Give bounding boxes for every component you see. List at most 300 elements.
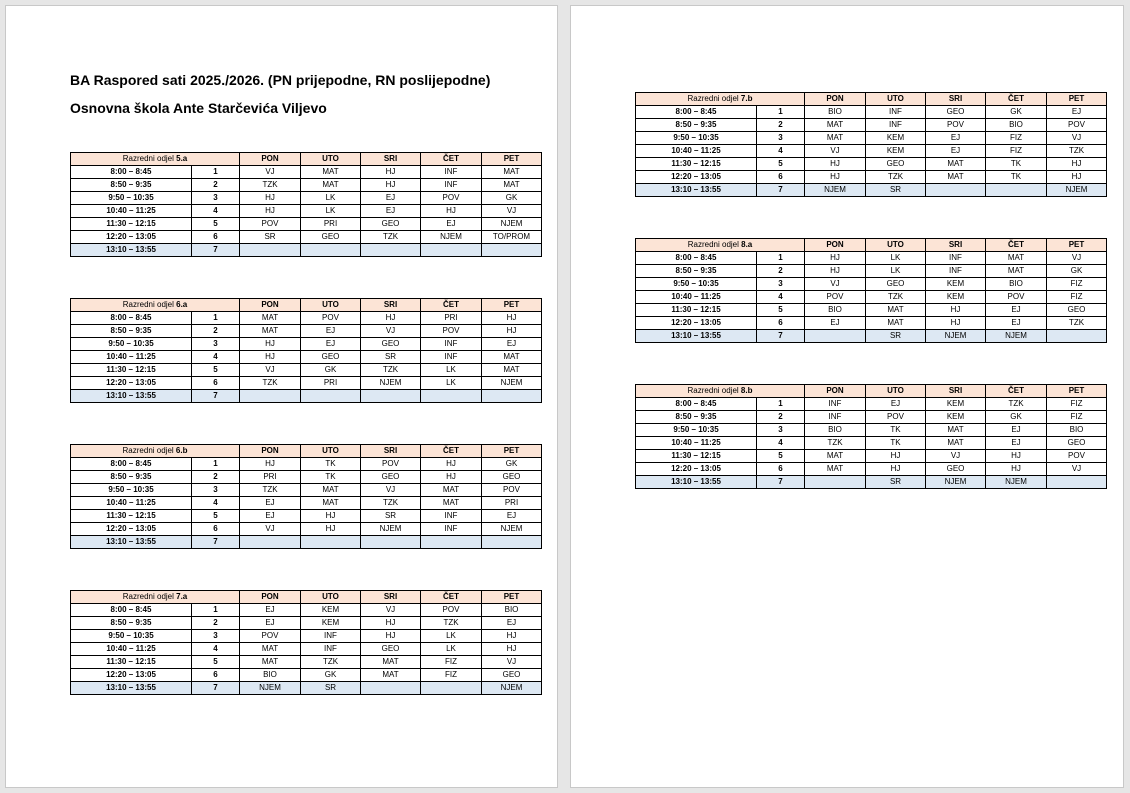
day-header: PET bbox=[482, 445, 542, 458]
table-row bbox=[636, 252, 1107, 265]
period-time: 8:50 – 9:35 bbox=[636, 411, 757, 424]
subject-cell: EJ bbox=[986, 424, 1047, 437]
period-number: 4 bbox=[192, 205, 240, 218]
subject-cell: POV bbox=[926, 119, 986, 132]
period-time: 9:50 – 10:35 bbox=[71, 630, 192, 643]
subject-cell: MAT bbox=[805, 119, 866, 132]
subject-cell: POV bbox=[240, 630, 301, 643]
subject-cell bbox=[240, 536, 301, 549]
period-time: 11:30 – 12:15 bbox=[71, 218, 192, 231]
subject-cell: TZK bbox=[421, 617, 482, 630]
table-row bbox=[71, 325, 542, 338]
subject-cell: GEO bbox=[926, 463, 986, 476]
period-time: 8:50 – 9:35 bbox=[636, 119, 757, 132]
table-row bbox=[71, 338, 542, 351]
class-label: Razredni odjel bbox=[122, 300, 174, 309]
period-number: 7 bbox=[192, 244, 240, 257]
subject-cell: LK bbox=[866, 252, 926, 265]
period-time: 11:30 – 12:15 bbox=[636, 158, 757, 171]
table-row bbox=[71, 166, 542, 179]
subject-cell: GEO bbox=[361, 218, 421, 231]
subject-cell: SR bbox=[240, 231, 301, 244]
day-header: PET bbox=[482, 153, 542, 166]
subject-cell: POV bbox=[421, 325, 482, 338]
subject-cell: GEO bbox=[361, 643, 421, 656]
table-row bbox=[71, 484, 542, 497]
period-number: 1 bbox=[757, 252, 805, 265]
subject-cell: HJ bbox=[361, 312, 421, 325]
period-number: 6 bbox=[757, 317, 805, 330]
timetable-header-row bbox=[636, 93, 1107, 106]
subject-cell: HJ bbox=[1047, 158, 1107, 171]
subject-cell: TO/PROM bbox=[482, 231, 542, 244]
subject-cell bbox=[361, 682, 421, 695]
period-time: 9:50 – 10:35 bbox=[71, 338, 192, 351]
subject-cell: GK bbox=[482, 192, 542, 205]
day-header: SRI bbox=[361, 299, 421, 312]
document-page-1 bbox=[6, 6, 557, 787]
table-row bbox=[71, 617, 542, 630]
subject-cell: INF bbox=[421, 510, 482, 523]
timetable-8a bbox=[635, 238, 1107, 343]
subject-cell: FIZ bbox=[1047, 411, 1107, 424]
subject-cell: MAT bbox=[926, 158, 986, 171]
subject-cell: EJ bbox=[361, 205, 421, 218]
subject-cell: BIO bbox=[240, 669, 301, 682]
class-label: Razredni odjel bbox=[122, 592, 174, 601]
day-header: ČET bbox=[421, 153, 482, 166]
subject-cell: MAT bbox=[926, 437, 986, 450]
day-header: PON bbox=[240, 153, 301, 166]
table-row bbox=[71, 244, 542, 257]
day-header: UTO bbox=[301, 153, 361, 166]
subject-cell: HJ bbox=[421, 205, 482, 218]
period-time: 12:20 – 13:05 bbox=[71, 231, 192, 244]
subject-cell: TZK bbox=[361, 364, 421, 377]
subject-cell: INF bbox=[805, 398, 866, 411]
day-header: PET bbox=[1047, 93, 1107, 106]
subject-cell bbox=[421, 390, 482, 403]
table-row bbox=[636, 132, 1107, 145]
period-number: 5 bbox=[192, 510, 240, 523]
period-time: 9:50 – 10:35 bbox=[636, 132, 757, 145]
period-number: 6 bbox=[192, 669, 240, 682]
subject-cell: MAT bbox=[240, 656, 301, 669]
period-number: 5 bbox=[757, 304, 805, 317]
table-row bbox=[71, 536, 542, 549]
day-header: UTO bbox=[866, 239, 926, 252]
table-row bbox=[636, 119, 1107, 132]
subject-cell: KEM bbox=[301, 604, 361, 617]
subject-cell: MAT bbox=[926, 424, 986, 437]
subject-cell: GEO bbox=[301, 351, 361, 364]
table-row bbox=[636, 450, 1107, 463]
table-row bbox=[71, 205, 542, 218]
subject-cell: HJ bbox=[986, 463, 1047, 476]
day-header: ČET bbox=[986, 385, 1047, 398]
day-header: UTO bbox=[866, 385, 926, 398]
period-number: 4 bbox=[192, 497, 240, 510]
period-time: 12:20 – 13:05 bbox=[71, 669, 192, 682]
period-number: 5 bbox=[192, 218, 240, 231]
subject-cell: GEO bbox=[482, 669, 542, 682]
period-number: 6 bbox=[192, 523, 240, 536]
subject-cell: POV bbox=[240, 218, 301, 231]
timetable-8b bbox=[635, 384, 1107, 489]
period-time: 10:40 – 11:25 bbox=[636, 291, 757, 304]
period-number: 1 bbox=[192, 312, 240, 325]
subject-cell: HJ bbox=[240, 351, 301, 364]
subject-cell: HJ bbox=[361, 617, 421, 630]
subject-cell: EJ bbox=[482, 510, 542, 523]
subject-cell: BIO bbox=[805, 424, 866, 437]
period-number: 1 bbox=[192, 458, 240, 471]
class-label: Razredni odjel bbox=[687, 94, 739, 103]
subject-cell: INF bbox=[421, 179, 482, 192]
table-row bbox=[71, 312, 542, 325]
subject-cell: HJ bbox=[482, 325, 542, 338]
period-time: 8:00 – 8:45 bbox=[71, 604, 192, 617]
period-number: 2 bbox=[192, 179, 240, 192]
subject-cell: NJEM bbox=[240, 682, 301, 695]
subject-cell bbox=[240, 390, 301, 403]
subject-cell: PRI bbox=[421, 312, 482, 325]
subject-cell: MAT bbox=[301, 484, 361, 497]
period-number: 2 bbox=[757, 119, 805, 132]
subject-cell: FIZ bbox=[1047, 278, 1107, 291]
day-header: PET bbox=[482, 591, 542, 604]
subject-cell bbox=[361, 536, 421, 549]
day-header: UTO bbox=[301, 299, 361, 312]
day-header: ČET bbox=[986, 239, 1047, 252]
subject-cell: BIO bbox=[986, 119, 1047, 132]
subject-cell: TK bbox=[986, 158, 1047, 171]
table-row bbox=[636, 106, 1107, 119]
class-label-cell bbox=[71, 299, 240, 312]
class-label-cell bbox=[71, 445, 240, 458]
subject-cell: VJ bbox=[482, 656, 542, 669]
period-time: 11:30 – 12:15 bbox=[636, 304, 757, 317]
subject-cell: GEO bbox=[1047, 304, 1107, 317]
subject-cell: LK bbox=[301, 205, 361, 218]
subject-cell: GEO bbox=[1047, 437, 1107, 450]
day-header: ČET bbox=[986, 93, 1047, 106]
subject-cell: EJ bbox=[421, 218, 482, 231]
subject-cell: GK bbox=[301, 669, 361, 682]
subject-cell: FIZ bbox=[421, 656, 482, 669]
subject-cell: INF bbox=[421, 338, 482, 351]
period-time: 11:30 – 12:15 bbox=[71, 510, 192, 523]
subject-cell: EJ bbox=[361, 192, 421, 205]
period-number: 4 bbox=[757, 437, 805, 450]
subject-cell: TK bbox=[866, 424, 926, 437]
period-number: 3 bbox=[757, 278, 805, 291]
subject-cell: POV bbox=[1047, 119, 1107, 132]
period-time: 11:30 – 12:15 bbox=[636, 450, 757, 463]
subject-cell: EJ bbox=[926, 145, 986, 158]
table-row bbox=[636, 463, 1107, 476]
subject-cell: NJEM bbox=[482, 218, 542, 231]
period-number: 5 bbox=[757, 450, 805, 463]
period-number: 1 bbox=[757, 398, 805, 411]
subject-cell: TK bbox=[986, 171, 1047, 184]
subject-cell: HJ bbox=[361, 179, 421, 192]
period-number: 4 bbox=[757, 291, 805, 304]
subject-cell: VJ bbox=[926, 450, 986, 463]
period-time: 10:40 – 11:25 bbox=[71, 643, 192, 656]
period-number: 6 bbox=[192, 231, 240, 244]
subject-cell: PRI bbox=[301, 218, 361, 231]
period-number: 4 bbox=[192, 643, 240, 656]
subject-cell: MAT bbox=[301, 179, 361, 192]
subject-cell: EJ bbox=[1047, 106, 1107, 119]
timetable-header-row bbox=[636, 385, 1107, 398]
period-time: 8:00 – 8:45 bbox=[636, 398, 757, 411]
period-number: 3 bbox=[757, 132, 805, 145]
subject-cell: PRI bbox=[301, 377, 361, 390]
table-row bbox=[636, 437, 1107, 450]
subject-cell: GEO bbox=[301, 231, 361, 244]
subject-cell: MAT bbox=[361, 656, 421, 669]
period-number: 3 bbox=[192, 338, 240, 351]
subject-cell: GK bbox=[986, 106, 1047, 119]
table-row bbox=[636, 317, 1107, 330]
timetable-header-row bbox=[71, 591, 542, 604]
subject-cell: EJ bbox=[986, 437, 1047, 450]
day-header: PET bbox=[1047, 385, 1107, 398]
subject-cell: HJ bbox=[805, 252, 866, 265]
timetable-6b bbox=[70, 444, 542, 549]
day-header: SRI bbox=[926, 385, 986, 398]
table-row bbox=[71, 630, 542, 643]
period-number: 3 bbox=[192, 630, 240, 643]
period-number: 3 bbox=[757, 424, 805, 437]
timetable-7a bbox=[70, 590, 542, 695]
subject-cell: INF bbox=[866, 106, 926, 119]
table-row bbox=[636, 398, 1107, 411]
subject-cell: NJEM bbox=[805, 184, 866, 197]
subject-cell: HJ bbox=[986, 450, 1047, 463]
subject-cell: KEM bbox=[926, 411, 986, 424]
subject-cell: SR bbox=[301, 682, 361, 695]
subject-cell bbox=[986, 184, 1047, 197]
subject-cell: FIZ bbox=[421, 669, 482, 682]
timetable-header-row bbox=[71, 299, 542, 312]
subject-cell: VJ bbox=[240, 166, 301, 179]
subject-cell bbox=[421, 682, 482, 695]
subject-cell: MAT bbox=[805, 450, 866, 463]
timetable-5a bbox=[70, 152, 542, 257]
subject-cell bbox=[301, 536, 361, 549]
subject-cell: MAT bbox=[986, 252, 1047, 265]
subject-cell: BIO bbox=[1047, 424, 1107, 437]
period-number: 7 bbox=[757, 476, 805, 489]
subject-cell: MAT bbox=[240, 325, 301, 338]
subject-cell: VJ bbox=[240, 364, 301, 377]
subject-cell: GK bbox=[986, 411, 1047, 424]
day-header: UTO bbox=[301, 445, 361, 458]
subject-cell: POV bbox=[482, 484, 542, 497]
subject-cell: INF bbox=[866, 119, 926, 132]
table-row bbox=[71, 458, 542, 471]
subject-cell: NJEM bbox=[361, 523, 421, 536]
period-number: 3 bbox=[192, 192, 240, 205]
period-number: 2 bbox=[757, 411, 805, 424]
table-row bbox=[636, 171, 1107, 184]
subject-cell: HJ bbox=[866, 450, 926, 463]
day-header: PON bbox=[805, 385, 866, 398]
table-row bbox=[636, 265, 1107, 278]
subject-cell: SR bbox=[866, 184, 926, 197]
day-header: PET bbox=[482, 299, 542, 312]
period-time: 8:50 – 9:35 bbox=[71, 617, 192, 630]
class-label-cell bbox=[71, 153, 240, 166]
period-time: 13:10 – 13:55 bbox=[71, 682, 192, 695]
subject-cell: HJ bbox=[240, 458, 301, 471]
subject-cell: MAT bbox=[805, 463, 866, 476]
table-row bbox=[636, 291, 1107, 304]
document-title: BA Raspored sati 2025./2026. (PN prijepodne, RN poslijepodne) bbox=[70, 72, 491, 88]
period-time: 8:00 – 8:45 bbox=[71, 458, 192, 471]
subject-cell: NJEM bbox=[482, 682, 542, 695]
subject-cell: INF bbox=[301, 643, 361, 656]
period-number: 5 bbox=[757, 158, 805, 171]
subject-cell: TK bbox=[301, 471, 361, 484]
subject-cell bbox=[421, 536, 482, 549]
class-label: Razredni odjel bbox=[687, 240, 739, 249]
subject-cell: GK bbox=[482, 458, 542, 471]
class-label-cell bbox=[636, 93, 805, 106]
table-row bbox=[71, 351, 542, 364]
subject-cell: BIO bbox=[805, 304, 866, 317]
subject-cell: VJ bbox=[361, 484, 421, 497]
table-row bbox=[71, 390, 542, 403]
period-time: 10:40 – 11:25 bbox=[71, 497, 192, 510]
subject-cell: MAT bbox=[240, 312, 301, 325]
subject-cell bbox=[926, 184, 986, 197]
subject-cell: KEM bbox=[866, 145, 926, 158]
timetable-6a bbox=[70, 298, 542, 403]
subject-cell: NJEM bbox=[926, 330, 986, 343]
class-label-cell bbox=[636, 239, 805, 252]
class-name: 5.a bbox=[176, 154, 188, 163]
day-header: PON bbox=[805, 93, 866, 106]
period-time: 12:20 – 13:05 bbox=[636, 317, 757, 330]
subject-cell: BIO bbox=[482, 604, 542, 617]
subject-cell: LK bbox=[421, 630, 482, 643]
period-number: 7 bbox=[192, 682, 240, 695]
period-time: 13:10 – 13:55 bbox=[636, 330, 757, 343]
subject-cell: SR bbox=[361, 510, 421, 523]
school-name: Osnovna škola Ante Starčevića Viljevo bbox=[70, 100, 327, 116]
subject-cell: MAT bbox=[421, 497, 482, 510]
subject-cell: HJ bbox=[421, 458, 482, 471]
subject-cell: POV bbox=[421, 604, 482, 617]
subject-cell: EJ bbox=[866, 398, 926, 411]
day-header: SRI bbox=[926, 239, 986, 252]
period-number: 7 bbox=[192, 390, 240, 403]
subject-cell: POV bbox=[866, 411, 926, 424]
period-time: 13:10 – 13:55 bbox=[636, 476, 757, 489]
subject-cell: HJ bbox=[805, 265, 866, 278]
period-time: 8:00 – 8:45 bbox=[636, 106, 757, 119]
table-row bbox=[71, 523, 542, 536]
period-time: 9:50 – 10:35 bbox=[71, 192, 192, 205]
day-header: PON bbox=[240, 591, 301, 604]
subject-cell bbox=[301, 390, 361, 403]
subject-cell: VJ bbox=[240, 523, 301, 536]
subject-cell bbox=[361, 244, 421, 257]
subject-cell: INF bbox=[421, 351, 482, 364]
table-row bbox=[71, 604, 542, 617]
table-row bbox=[636, 304, 1107, 317]
period-time: 8:00 – 8:45 bbox=[71, 312, 192, 325]
subject-cell: HJ bbox=[482, 643, 542, 656]
subject-cell: MAT bbox=[482, 166, 542, 179]
subject-cell bbox=[1047, 330, 1107, 343]
day-header: ČET bbox=[421, 445, 482, 458]
subject-cell: EJ bbox=[482, 617, 542, 630]
period-number: 7 bbox=[757, 184, 805, 197]
subject-cell: HJ bbox=[301, 523, 361, 536]
day-header: ČET bbox=[421, 299, 482, 312]
subject-cell: BIO bbox=[986, 278, 1047, 291]
subject-cell: GK bbox=[301, 364, 361, 377]
table-row bbox=[636, 145, 1107, 158]
subject-cell: INF bbox=[421, 166, 482, 179]
subject-cell: MAT bbox=[482, 179, 542, 192]
subject-cell: HJ bbox=[240, 192, 301, 205]
period-number: 1 bbox=[192, 604, 240, 617]
subject-cell: VJ bbox=[1047, 463, 1107, 476]
day-header: PON bbox=[805, 239, 866, 252]
subject-cell: TZK bbox=[361, 231, 421, 244]
subject-cell: NJEM bbox=[986, 330, 1047, 343]
subject-cell bbox=[482, 244, 542, 257]
period-time: 9:50 – 10:35 bbox=[71, 484, 192, 497]
subject-cell: HJ bbox=[866, 463, 926, 476]
class-name: 8.b bbox=[740, 386, 753, 395]
subject-cell: HJ bbox=[240, 338, 301, 351]
subject-cell: EJ bbox=[805, 317, 866, 330]
period-number: 2 bbox=[757, 265, 805, 278]
table-row bbox=[71, 471, 542, 484]
subject-cell: EJ bbox=[240, 510, 301, 523]
period-time: 12:20 – 13:05 bbox=[636, 463, 757, 476]
subject-cell: HJ bbox=[926, 317, 986, 330]
table-row bbox=[71, 231, 542, 244]
subject-cell: TK bbox=[866, 437, 926, 450]
period-number: 2 bbox=[192, 325, 240, 338]
subject-cell: NJEM bbox=[482, 523, 542, 536]
period-time: 9:50 – 10:35 bbox=[636, 278, 757, 291]
subject-cell: TZK bbox=[986, 398, 1047, 411]
subject-cell: VJ bbox=[482, 205, 542, 218]
subject-cell: VJ bbox=[361, 325, 421, 338]
subject-cell: KEM bbox=[926, 278, 986, 291]
subject-cell: INF bbox=[421, 523, 482, 536]
period-number: 5 bbox=[192, 364, 240, 377]
subject-cell: TZK bbox=[866, 171, 926, 184]
subject-cell: KEM bbox=[866, 132, 926, 145]
timetable-header-row bbox=[71, 153, 542, 166]
table-row bbox=[636, 158, 1107, 171]
period-time: 8:00 – 8:45 bbox=[636, 252, 757, 265]
period-number: 5 bbox=[192, 656, 240, 669]
day-header: UTO bbox=[301, 591, 361, 604]
subject-cell: MAT bbox=[482, 364, 542, 377]
subject-cell: MAT bbox=[866, 304, 926, 317]
